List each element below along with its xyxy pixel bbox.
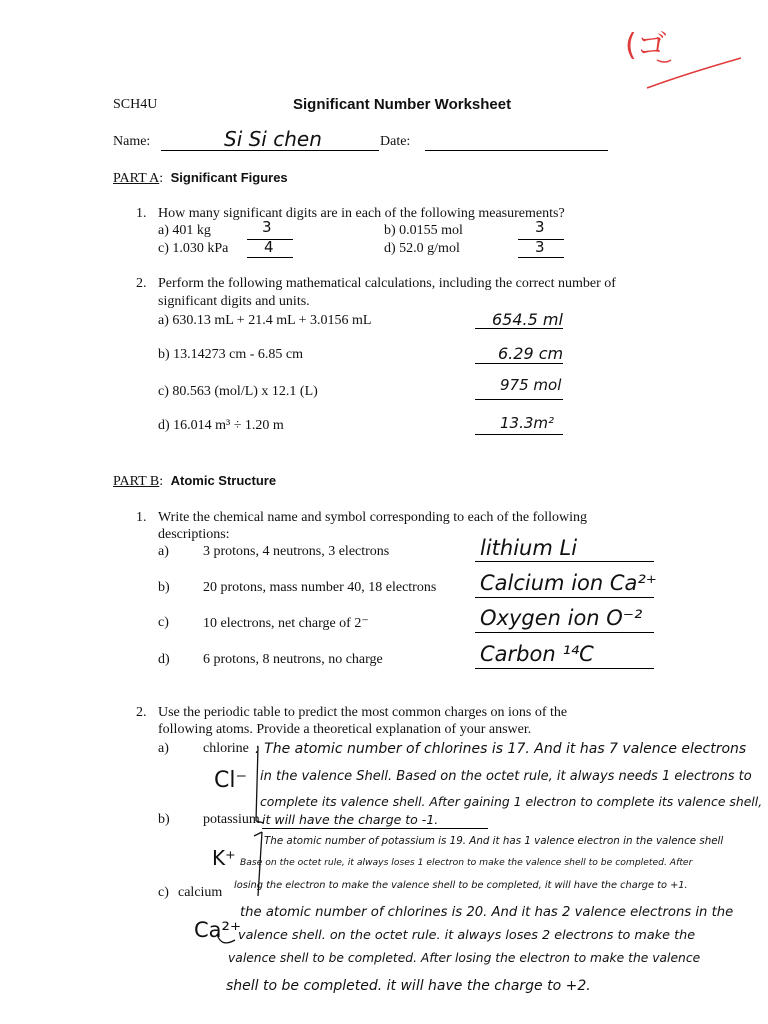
b-q1-desc-d: 6 protons, 8 neutrons, no charge [203,652,383,667]
b-q2-c-line-3: valence shell to be completed. After losing the electron to make the valence [228,951,701,965]
b-q2-c-line-2: valence shell. on the octet rule. it always loses 2 electrons to make the [238,928,696,943]
a-q1-item-a: a) 401 kg [158,223,211,238]
b-q2-a-underline [262,828,488,829]
grade-mark-underline [645,40,745,95]
part-a-title: Significant Figures [170,170,288,185]
a-q1-answer-a: 3 [262,218,272,236]
b-q2-prompt-2: following atoms. Provide a theoretical explanation of your answer. [158,722,532,737]
name-label: Name: [113,134,151,149]
b-q1-desc-a: 3 protons, 4 neutrons, 3 electrons [203,544,390,559]
b-q2-a-line-1: : The atomic number of chlorines is 17. And it has 7 valence electrons [255,741,747,757]
a-q1-number: 1. [136,206,147,221]
b-q1-line-a [475,561,654,562]
part-b-title: Atomic Structure [170,473,277,488]
b-q2-b-line-1: The atomic number of potassium is 19. And it has 1 valence electron in the valence shell [264,835,724,847]
a-q2-line-a [475,328,563,329]
a-q2-line-b [475,363,563,364]
a-q2-item-b: b) 13.14273 cm - 6.85 cm [158,347,304,362]
a-q2-number: 2. [136,276,147,291]
b-q2-ion-c: Ca²⁺ [194,918,242,942]
b-q2-letter-c: c) [158,885,169,900]
b-q1-line-c [475,632,654,633]
b-q2-letter-b: b) [158,812,170,827]
a-q1-answer-d: 3 [535,238,545,256]
a-q2-answer-c: 975 mol [500,376,562,394]
part-a-colon: : [159,171,164,186]
b-q1-letter-a: a) [158,544,169,559]
b-q1-prompt-2: descriptions: [158,527,230,542]
a-q1-answer-c: 4 [264,238,274,256]
a-q2-item-d: d) 16.014 m³ ÷ 1.20 m [158,418,284,433]
a-q2-answer-b: 6.29 cm [498,344,564,363]
part-b-label: PART B [113,474,160,489]
b-q1-letter-d: d) [158,652,170,667]
b-q1-desc-b: 20 protons, mass number 40, 18 electrons [203,580,437,595]
b-q2-bracket-c [215,930,239,952]
a-q1-prompt: How many significant digits are in each of the following measurements? [158,206,565,221]
a-q2-item-c: c) 80.563 (mol/L) x 12.1 (L) [158,384,318,399]
date-label: Date: [380,134,411,149]
a-q1-item-b: b) 0.0155 mol [384,223,463,238]
part-b-heading [113,473,276,490]
b-q2-element-c: calcium [178,885,223,900]
a-q1-item-c: c) 1.030 kPa [158,241,229,256]
date-underline [425,150,608,151]
b-q1-answer-a: lithium Li [480,536,578,560]
b-q1-letter-b: b) [158,580,170,595]
a-q2-answer-d: 13.3m² [500,414,555,432]
a-q2-item-a: a) 630.13 mL + 21.4 mL + 3.0156 mL [158,313,372,328]
a-q2-line-c [475,399,563,400]
b-q1-letter-c: c) [158,615,169,630]
b-q1-answer-c: Oxygen ion O⁻² [480,606,643,630]
grade-mark: (ゴ [625,28,667,63]
course-code: SCH4U [113,97,158,112]
b-q2-letter-a: a) [158,741,169,756]
b-q2-b-line-2: Base on the octet rule, it always loses 1 electron to make the valence shell to be completed. After [240,857,693,868]
b-q2-ion-a: Cl⁻ [214,768,248,793]
a-q1-line-d [518,257,564,258]
b-q1-prompt-1: Write the chemical name and symbol corresponding to each of the following [158,510,588,525]
b-q1-number: 1. [136,510,147,525]
a-q1-item-d: d) 52.0 g/mol [384,241,460,256]
part-b-colon: : [159,474,164,489]
page-title: Significant Number Worksheet [293,96,512,113]
a-q1-answer-b: 3 [535,218,545,236]
b-q1-line-b [475,597,654,598]
b-q2-number: 2. [136,705,147,720]
b-q2-prompt-1: Use the periodic table to predict the most common charges on ions of the [158,705,568,720]
name-value: Si Si chen [224,127,322,151]
a-q2-prompt-2: significant digits and units. [158,294,310,309]
b-q2-a-line-3: complete its valence shell. After gaining 1 electron to complete its valence shell, [260,794,763,809]
b-q2-a-line-4: it will have the charge to -1. [262,812,439,827]
b-q2-element-b: potassium [203,812,260,827]
b-q2-c-line-1: the atomic number of chlorines is 20. And it has 2 valence electrons in the [240,905,734,920]
a-q2-prompt-1: Perform the following mathematical calculations, including the correct number of [158,276,616,291]
b-q2-c-line-4: shell to be completed. it will have the charge to +2. [226,978,591,994]
a-q1-line-c [247,257,293,258]
b-q1-answer-d: Carbon ¹⁴C [480,642,594,666]
b-q2-a-line-2: in the valence Shell. Based on the octet rule, it always needs 1 electrons to [260,769,752,784]
b-q2-element-a: chlorine [203,741,249,756]
a-q2-line-d [475,434,563,435]
b-q2-ion-b: K⁺ [212,846,236,870]
b-q2-b-line-3: losing the electron to make the valence shell to be completed, it will have the charge to +1. [234,880,688,891]
b-q1-answer-b: Calcium ion Ca²⁺ [480,571,657,595]
b-q1-line-d [475,668,654,669]
part-a-label: PART A [113,171,160,186]
b-q1-desc-c: 10 electrons, net charge of 2⁻ [203,616,369,631]
part-a-heading [113,170,288,187]
a-q2-answer-a: 654.5 ml [492,310,563,329]
